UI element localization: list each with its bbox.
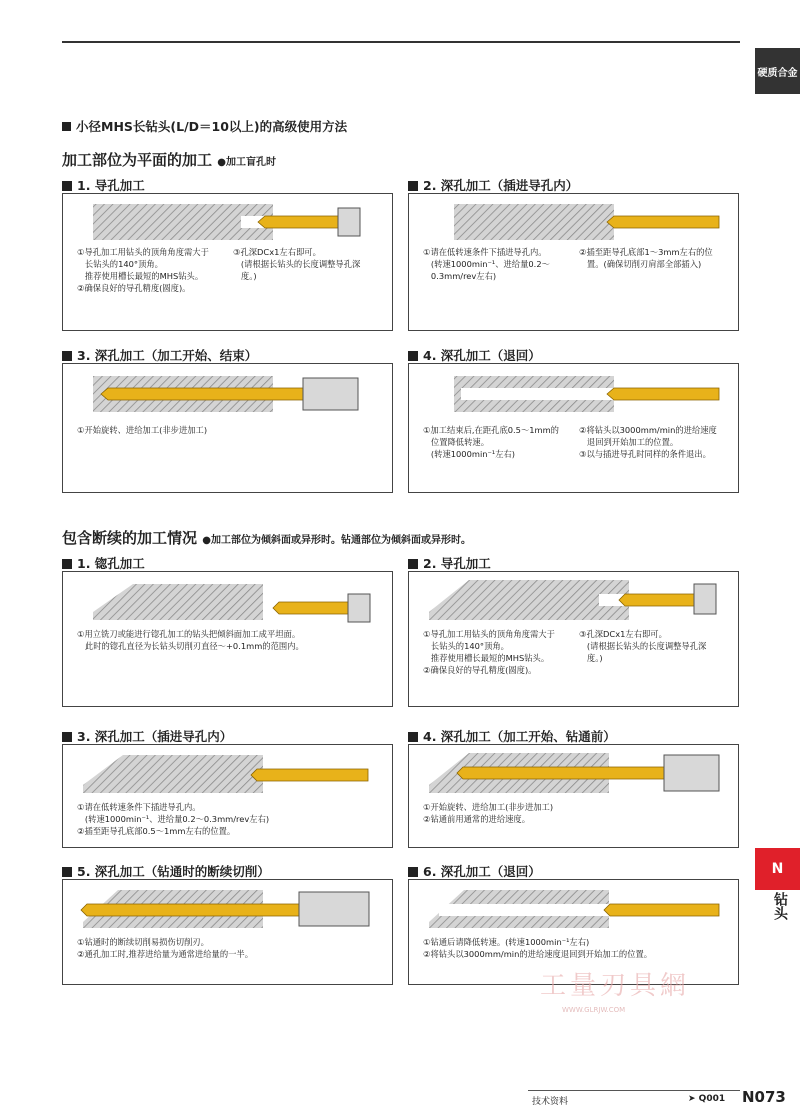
panel-notes: ①钻通时的断续切削易损伤切削刃。 ②通孔加工时,推荐进给量为通常进给量的一半。 bbox=[77, 937, 254, 959]
through-hole bbox=[439, 904, 609, 916]
drill-shank bbox=[338, 208, 360, 236]
panel-2-4 bbox=[408, 744, 739, 848]
main-title: 小径MHS长钻头(L/D＝10以上)的高级使用方法 bbox=[62, 117, 347, 135]
drill-shank bbox=[348, 594, 370, 622]
panel-title: 6. 深孔加工（退回） bbox=[408, 862, 541, 880]
drill-bit bbox=[251, 769, 368, 781]
panel-notes: ①加工结束后,在距孔底0.5～1mm的 位置降低转速。 (转速1000min⁻¹左右) bbox=[423, 425, 559, 459]
footer-reference-link[interactable]: ➤ Q001 bbox=[688, 1094, 726, 1104]
panel-notes: ②插至距导孔底部1～3mm左右的位 置。(确保切削刃肩部全部插入) bbox=[579, 247, 713, 269]
drill-shank bbox=[664, 755, 719, 791]
panel-1-1 bbox=[62, 193, 393, 331]
section1-title-text: 加工部位为平面的加工 bbox=[62, 151, 213, 169]
watermark-logo: 工量刃具網 bbox=[540, 971, 691, 1001]
panel-2-1 bbox=[62, 571, 393, 707]
drill-shank bbox=[694, 584, 716, 614]
panel-2-3 bbox=[62, 744, 393, 848]
footer-rule bbox=[528, 1090, 740, 1091]
diagram-pilot-hole-inclined bbox=[409, 572, 740, 624]
panel-notes: ②将钻头以3000mm/min的进给速度 退回到开始加工的位置。 ③以与插进导孔时同样的条件退出。 bbox=[579, 425, 717, 459]
panel-1-4 bbox=[408, 363, 739, 493]
panel-notes: ③孔深DCx1左右即可。 (请根据长钻头的长度调整导孔深 度。) bbox=[233, 247, 361, 281]
diagram-breakthrough bbox=[63, 880, 394, 932]
section-letter-tab: N bbox=[755, 848, 800, 890]
panel-notes: ①请在低转速条件下插进导孔内。 (转速1000min⁻¹、进给量0.2～0.3mm/rev左右) ②插至距导孔底部0.5～1mm左右的位置。 bbox=[77, 802, 270, 836]
drilled-hole bbox=[461, 388, 614, 400]
drill-bit bbox=[619, 594, 694, 606]
drill-bit bbox=[457, 767, 664, 779]
panel-notes: ①钻通后请降低转速。(转速1000min⁻¹左右) ②将钻头以3000mm/min的进给速度退回到开始加工的位置。 bbox=[423, 937, 653, 959]
panel-notes: ①开始旋转、进给加工(非步进加工) ②钻通前用通常的进给速度。 bbox=[423, 802, 554, 824]
panel-title: 3. 深孔加工（加工开始、结束） bbox=[62, 346, 257, 364]
diagram-insert bbox=[409, 194, 740, 244]
drill-bit bbox=[607, 216, 719, 228]
panel-title: 4. 深孔加工（退回） bbox=[408, 346, 541, 364]
top-rule bbox=[62, 41, 740, 43]
diagram-retract-through bbox=[409, 880, 740, 932]
watermark-url: WWW.GLRJW.COM bbox=[562, 1006, 626, 1014]
panel-title: 3. 深孔加工（插进导孔内） bbox=[62, 727, 232, 745]
diagram-pilot-hole bbox=[63, 194, 394, 244]
panel-notes: ①导孔加工用钻头的顶角角度需大于 长钻头的140°顶角。 推荐使用槽长最短的MHS钻头。 ②确保良好的导孔精度(圆度)。 bbox=[77, 247, 209, 293]
workpiece bbox=[454, 204, 614, 240]
drill-bit bbox=[258, 216, 338, 228]
panel-notes: ①用立铣刀或能进行锪孔加工的钻头把倾斜面加工成平坦面。 此时的锪孔直径为长钻头切削刃直径～+0.1mm的范围内。 bbox=[77, 629, 304, 651]
drill-bit bbox=[607, 388, 719, 400]
drill-bit bbox=[101, 388, 303, 400]
diagram-counterbore bbox=[63, 572, 394, 624]
diagram-retract bbox=[409, 364, 740, 416]
drill-shank bbox=[303, 378, 358, 410]
drill-bit bbox=[81, 904, 299, 916]
panel-title: 1. 导孔加工 bbox=[62, 176, 145, 194]
drill-bit bbox=[604, 904, 719, 916]
section-side-label: 钻头 bbox=[772, 892, 788, 920]
panel-notes: ①导孔加工用钻头的顶角角度需大于 长钻头的140°顶角。 推荐使用槽长最短的MHS钻头。 ②确保良好的导孔精度(圆度)。 bbox=[423, 629, 555, 675]
panel-title: 2. 导孔加工 bbox=[408, 554, 491, 572]
inclined-workpiece bbox=[83, 755, 263, 793]
section2-title-text: 包含断续的加工情况 bbox=[62, 529, 198, 547]
drill-bit bbox=[273, 602, 348, 614]
panel-title: 2. 深孔加工（插进导孔内） bbox=[408, 176, 578, 194]
panel-notes: ①请在低转速条件下插进导孔内。 (转速1000min⁻¹、进给量0.2～ 0.3mm/rev左右) bbox=[423, 247, 550, 281]
page-number: N073 bbox=[742, 1088, 786, 1106]
diagram-start bbox=[63, 364, 394, 416]
footer-label: 技术资料 bbox=[532, 1097, 569, 1107]
diagram-insert-inclined bbox=[63, 745, 394, 797]
panel-1-3 bbox=[62, 363, 393, 493]
panel-2-2 bbox=[408, 571, 739, 707]
section2-subtitle: ● 加工部位为倾斜面或异形时。钻通部位为倾斜面或异形时。 bbox=[202, 535, 471, 546]
section2-title bbox=[62, 527, 471, 548]
drill-shank bbox=[299, 892, 369, 926]
section1-subtitle: ● 加工盲孔时 bbox=[217, 157, 276, 168]
panel-title: 1. 锪孔加工 bbox=[62, 554, 145, 572]
category-tab: 硬质合金 bbox=[755, 48, 800, 94]
section1-title bbox=[62, 149, 276, 170]
inclined-workpiece bbox=[93, 584, 263, 620]
panel-title: 4. 深孔加工（加工开始、钻通前） bbox=[408, 727, 616, 745]
panel-1-2 bbox=[408, 193, 739, 331]
panel-notes: ①开始旋转、进给加工(非步进加工) bbox=[77, 425, 208, 435]
panel-title: 5. 深孔加工（钻通时的断续切削） bbox=[62, 862, 270, 880]
panel-notes: ③孔深DCx1左右即可。 (请根据长钻头的长度调整导孔深 度。) bbox=[579, 629, 707, 663]
panel-2-5 bbox=[62, 879, 393, 985]
diagram-drill-before-through bbox=[409, 745, 740, 797]
